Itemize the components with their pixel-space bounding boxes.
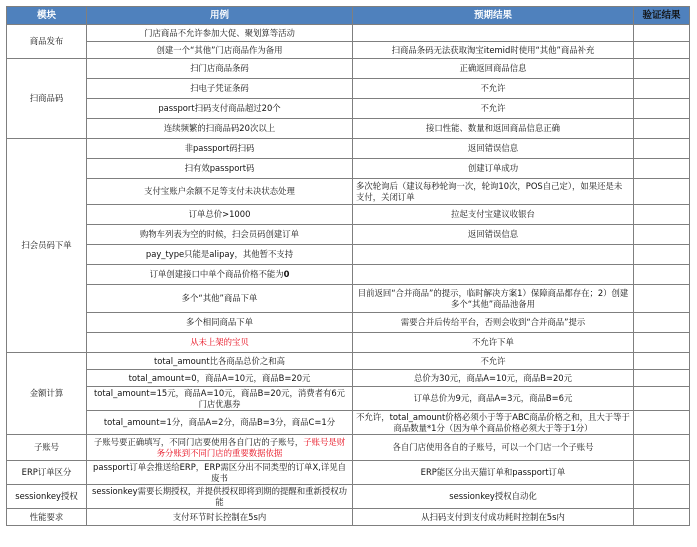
table-row [7,159,690,179]
table-row [7,313,690,333]
case-cell: 多个“其他”商品下单 [87,285,353,313]
result-cell [634,139,690,159]
expected-cell: 多次轮询后（建议每秒轮询一次，轮询10次，POS自己定），如果还是未支付，关闭订单 [353,179,634,205]
result-cell [634,179,690,205]
table-row [7,285,690,313]
expected-cell: 接口性能、数量和返回商品信息正确 [353,119,634,139]
header-row [7,7,690,25]
case-cell [87,435,353,461]
case-cell-highlight: 从未上架的宝贝 [87,333,353,353]
expected-cell: 各自门店使用各自的子账号，可以一个门店一个子账号 [353,435,634,461]
case-cell: 门店商品不允许参加大促、聚划算等活动 [87,25,353,42]
result-cell [634,79,690,99]
table-row [7,411,690,435]
result-cell [634,59,690,79]
result-cell [634,285,690,313]
header-result: 验证结果 [634,7,690,25]
table-row [7,245,690,265]
result-cell [634,387,690,411]
result-cell [634,225,690,245]
case-cell: total_amount比各商品总价之和高 [87,353,353,370]
case-cell: 订单总价>1000 [87,205,353,225]
case-text: 子账号要正确填写，不同门店要使用各自门店的子账号， [93,436,304,447]
case-cell: 创建一个“其他”门店商品作为备用 [87,42,353,59]
result-cell [634,99,690,119]
expected-cell: 正确返回商品信息 [353,59,634,79]
table-row [7,42,690,59]
expected-cell: 返回错误信息 [353,139,634,159]
table-row [7,509,690,526]
result-cell [634,485,690,509]
expected-cell: 创建订单成功 [353,159,634,179]
result-cell [634,25,690,42]
case-text-highlight: 子账号是财务分账到不同门店的重要数据依据 [156,436,346,458]
result-cell [634,205,690,225]
expected-cell: 返回错误信息 [353,225,634,245]
case-cell: total_amount=15元，商品A=10元，商品B=20元，消费者有6元门店优惠券 [87,387,353,411]
expected-cell: 订单总价为9元，商品A=3元，商品B=6元 [353,387,634,411]
expected-cell: 拉起支付宝建议收银台 [353,205,634,225]
module-cell: 扫会员码下单 [7,139,87,353]
table-row [7,435,690,461]
table-row [7,225,690,245]
table-row [7,387,690,411]
case-cell: 扫门店商品条码 [87,59,353,79]
result-cell [634,435,690,461]
expected-cell [353,245,634,265]
case-cell [87,265,353,285]
case-cell: 支付宝账户余额不足等支付未决状态处理 [87,179,353,205]
table-row [7,59,690,79]
expected-cell: 不允许下单 [353,333,634,353]
expected-cell: 不允许 [353,99,634,119]
table-row [7,461,690,485]
case-cell: total_amount=0，商品A=10元，商品B=20元 [87,370,353,387]
result-cell [634,370,690,387]
expected-cell: 总价为30元，商品A=10元，商品B=20元 [353,370,634,387]
table-row [7,79,690,99]
expected-cell: 需要合并后传给平台，否则会收到“合并商品”提示 [353,313,634,333]
case-cell: passport订单会推送给ERP，ERP需区分出不同类型的订单X,详见自废书 [87,461,353,485]
module-cell: 子账号 [7,435,87,461]
module-cell: 商品发布 [7,25,87,59]
result-cell [634,119,690,139]
table-row [7,139,690,159]
result-cell [634,313,690,333]
table-row [7,179,690,205]
module-cell: ERP订单区分 [7,461,87,485]
expected-cell: 从扫码支付到支付成功耗时控制在5s内 [353,509,634,526]
result-cell [634,159,690,179]
expected-cell: ERP能区分出天猫订单和passport订单 [353,461,634,485]
table-row [7,205,690,225]
result-cell [634,265,690,285]
case-cell: 购物车列表为空的时候，扫会员码创建订单 [87,225,353,245]
table-row [7,485,690,509]
case-text: 订单创建接口中单个商品价格不能为 [149,269,284,279]
case-cell: sessionkey需要长期授权，并提供授权即将到期的提醒和重新授权功能 [87,485,353,509]
test-case-table [6,6,690,526]
case-cell: total_amount=1分，商品A=2分，商品B=3分，商品C=1分 [87,411,353,435]
case-cell: 非passport码扫码 [87,139,353,159]
module-cell: sessionkey授权 [7,485,87,509]
result-cell [634,461,690,485]
case-cell: 扫电子凭证条码 [87,79,353,99]
expected-cell: 不允许 [353,79,634,99]
case-text-bold: 0 [283,269,290,279]
result-cell [634,411,690,435]
table-row [7,353,690,370]
case-cell: 支付环节时长控制在5s内 [87,509,353,526]
case-cell: 多个相同商品下单 [87,313,353,333]
header-expected: 预期结果 [353,7,634,25]
table-row [7,99,690,119]
table-row [7,265,690,285]
table-row [7,119,690,139]
case-cell: passport扫码支付商品超过20个 [87,99,353,119]
module-cell: 金额计算 [7,353,87,435]
result-cell [634,353,690,370]
table-row [7,25,690,42]
header-case: 用例 [87,7,353,25]
expected-cell: 扫商品条码无法获取淘宝itemid时使用“其他”商品补充 [353,42,634,59]
expected-cell [353,265,634,285]
expected-cell [353,25,634,42]
result-cell [634,333,690,353]
table-row [7,333,690,353]
expected-cell: sessionkey授权自动化 [353,485,634,509]
expected-cell: 不允许，total_amount价格必须小于等于ABC商品价格之和，且大于等于商品数量*1分（因为单个商品价格必须大于等于1分） [353,411,634,435]
result-cell [634,509,690,526]
header-module: 模块 [7,7,87,25]
case-cell: 扫有效passport码 [87,159,353,179]
expected-cell: 不允许 [353,353,634,370]
module-cell: 扫商品码 [7,59,87,139]
case-cell: 连续频繁的扫商品码20次以上 [87,119,353,139]
table-row [7,370,690,387]
result-cell [634,42,690,59]
result-cell [634,245,690,265]
expected-cell: 目前返回“合并商品”的提示，临时解决方案1）保障商品都存在；2）创建多个“其他”商品池备用 [353,285,634,313]
case-cell: pay_type只能是alipay，其他暂不支持 [87,245,353,265]
module-cell: 性能要求 [7,509,87,526]
